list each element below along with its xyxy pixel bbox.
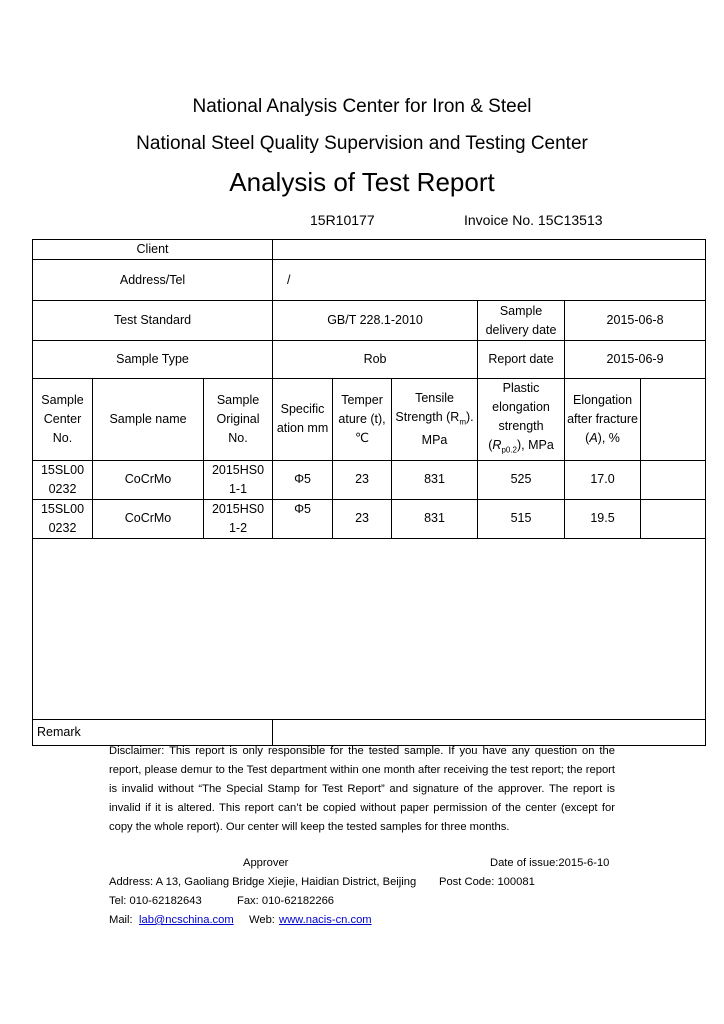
blank-area <box>33 538 706 719</box>
col-plastic <box>478 379 565 461</box>
center-no-cell: 15SL00 0232 <box>33 499 93 538</box>
center-name-line1: National Analysis Center for Iron & Steel <box>192 96 532 117</box>
plastic-cell: 525 <box>478 460 565 499</box>
col-center-no: Sample Center No. <box>33 379 93 461</box>
mail-label: Mail: <box>109 914 133 926</box>
col-plastic-symbol: R <box>492 438 502 452</box>
address-label: Address/Tel <box>33 260 273 301</box>
col-temperature <box>333 379 392 461</box>
blank-cell <box>33 538 706 719</box>
col-sample-name: Sample name <box>93 379 204 461</box>
col-elongation-unit: ), % <box>597 430 620 445</box>
disclaimer: Disclaimer: This report is only responsible for the tested sample. If you have any question on the report, please demur to the Test department within one month after receiving the test report; the report is invalid without “The Special Stamp for Test Report” and signature of the approver. The report is invalid if it is altered. This report can’t be copied without paper permission of the center (except for copy the whole report). Our center will keep the tested samples for three months. <box>109 745 615 833</box>
sample-type-row <box>33 341 706 379</box>
post-code: Post Code: 100081 <box>439 876 535 888</box>
report-date-value: 2015-06-9 <box>565 341 706 379</box>
elongation-cell: 19.5 <box>565 499 641 538</box>
remark-label-text: Remark <box>37 724 81 739</box>
standard-value: GB/T 228.1-2010 <box>273 301 478 341</box>
col-plastic-text: Plastic elongation strength ( <box>488 381 550 452</box>
col-specification: Specific ation mm <box>273 379 333 461</box>
col-plastic-unit: ), MPa <box>517 438 554 452</box>
empty-cell <box>641 499 706 538</box>
approver-label: Approver <box>243 857 289 869</box>
address-row <box>33 260 706 301</box>
web-link[interactable]: www.nacis-cn.com <box>279 914 372 926</box>
column-header-row <box>33 379 706 461</box>
spec-cell: Φ5 <box>273 460 333 499</box>
celsius-unit: ℃ <box>355 430 370 445</box>
col-temperature-text: Temper ature (t), <box>338 392 386 426</box>
tel-line: Tel: 010-62182643 <box>109 895 202 907</box>
tensile-cell: 831 <box>392 499 478 538</box>
col-original-no: Sample Original No. <box>204 379 273 461</box>
date-of-issue: Date of issue:2015-6-10 <box>490 857 610 869</box>
delivery-date-value: 2015-06-8 <box>565 301 706 341</box>
col-tensile <box>392 379 478 461</box>
temp-cell: 23 <box>333 499 392 538</box>
client-row <box>33 240 706 260</box>
spec-cell: Φ5 <box>273 499 333 538</box>
standard-row <box>33 301 706 341</box>
center-name-line2: National Steel Quality Supervision and Testing Center <box>136 133 588 154</box>
address-value: / <box>273 260 706 301</box>
col-elongation-text: Elongation after fracture ( <box>567 392 638 445</box>
report-number: 15R10177 <box>310 212 375 228</box>
report-date-label: Report date <box>478 341 565 379</box>
col-tensile-unit: ). MPa <box>421 409 474 447</box>
col-tensile-sub: m <box>459 417 466 426</box>
col-tensile-text: Tensile Strength (R <box>395 390 460 424</box>
table-row <box>33 499 706 538</box>
client-value <box>273 240 706 260</box>
invoice-number: Invoice No. 15C13513 <box>464 212 603 228</box>
empty-cell <box>641 460 706 499</box>
sample-name-cell: CoCrMo <box>93 499 204 538</box>
original-no-cell: 2015HS0 1-2 <box>204 499 273 538</box>
col-empty <box>641 379 706 461</box>
delivery-date-label: Sample delivery date <box>478 301 565 341</box>
address-line: Address: A 13, Gaoliang Bridge Xiejie, Haidian District, Beijing <box>109 876 417 888</box>
report-table <box>32 239 706 746</box>
plastic-cell: 515 <box>478 499 565 538</box>
tensile-cell: 831 <box>392 460 478 499</box>
sample-name-cell: CoCrMo <box>93 460 204 499</box>
sample-type-label: Sample Type <box>33 341 273 379</box>
standard-label: Test Standard <box>33 301 273 341</box>
col-elongation <box>565 379 641 461</box>
web-label: Web: <box>249 914 275 926</box>
center-no-cell: 15SL00 0232 <box>33 460 93 499</box>
client-label: Client <box>33 240 273 260</box>
col-plastic-sub: p0.2 <box>501 445 518 455</box>
table-row <box>33 460 706 499</box>
page-title: Analysis of Test Report <box>229 167 495 197</box>
sample-type-value: Rob <box>273 341 478 379</box>
fax-line: Fax: 010-62182266 <box>237 895 335 907</box>
mail-link[interactable]: lab@ncschina.com <box>139 914 234 926</box>
elongation-cell: 17.0 <box>565 460 641 499</box>
col-elongation-symbol: A <box>589 430 598 445</box>
original-no-cell: 2015HS0 1-1 <box>204 460 273 499</box>
temp-cell: 23 <box>333 460 392 499</box>
